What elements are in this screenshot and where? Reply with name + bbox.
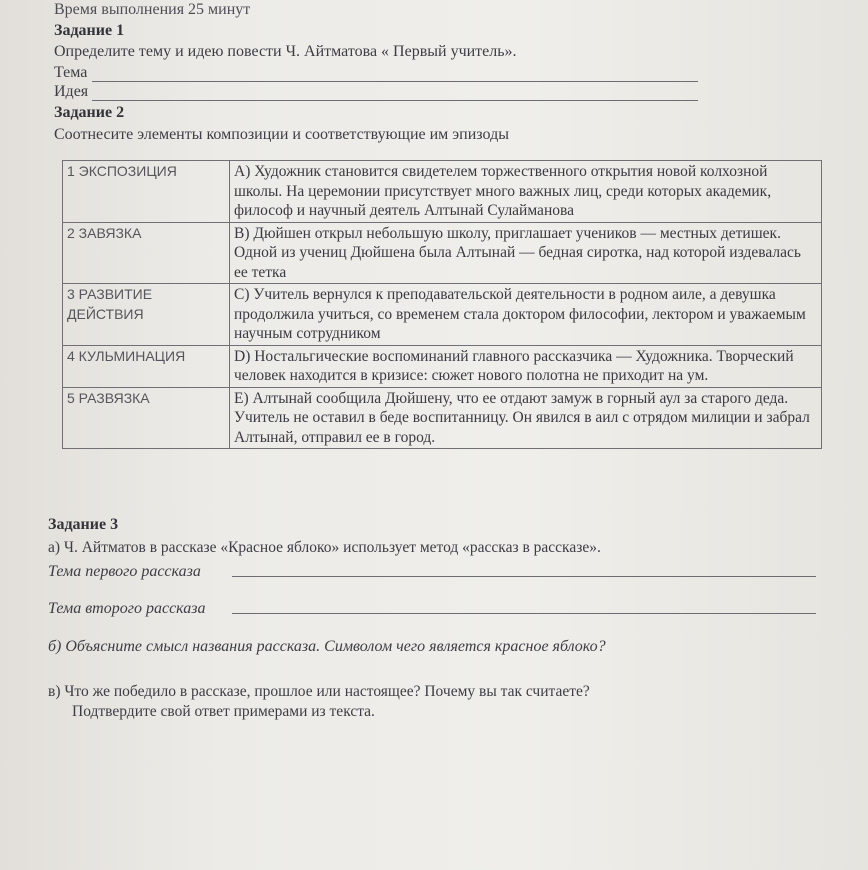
- composition-episode: B) Дюйшен открыл небольшую школу, приглашает учеников — местных детишек. Одной из учениц Дюйшена была Алтынай — бедная сиротка, над которой издевалась ее тетка: [230, 222, 822, 284]
- composition-element: 1 ЭКСПОЗИЦИЯ: [63, 161, 230, 223]
- composition-element: 3 РАЗВИТИЕ ДЕЙСТВИЯ: [63, 284, 230, 346]
- second-story-theme-label: Тема второго рассказа: [48, 600, 206, 617]
- table-row: [63, 345, 822, 387]
- first-story-theme-label: Тема первого рассказа: [48, 563, 201, 580]
- composition-table: [62, 160, 822, 449]
- idea-answer-line[interactable]: [92, 100, 698, 101]
- task2-title: Задание 2: [54, 104, 125, 121]
- idea-label: Идея: [54, 83, 89, 100]
- composition-element: 4 КУЛЬМИНАЦИЯ: [63, 345, 230, 387]
- second-story-theme-answer-line[interactable]: [232, 613, 816, 614]
- table-row: [63, 222, 822, 284]
- table-row: [63, 284, 822, 346]
- task3-c-instruction: Подтвердите свой ответ примерами из текста.: [72, 703, 375, 720]
- task1-title: Задание 1: [54, 22, 125, 39]
- composition-episode: E) Алтынай сообщила Дюйшену, что ее отдают замуж в горный аул за старого деда. Учитель не оставил в беде воспитанницу. Он явился в аил с отрядом милиции и забрал Алтынай, отправил ее в город.: [230, 387, 822, 449]
- theme-label: Тема: [54, 64, 88, 81]
- first-story-theme-answer-line[interactable]: [232, 576, 816, 577]
- composition-episode: A) Художник становится свидетелем торжественного открытия новой колхозной школы. На церемонии присутствует много важных лиц, среди которых академик, философ и научный деятель Алтынай Сулайманова: [230, 161, 822, 223]
- composition-episode: D) Ностальгические воспоминаний главного рассказчика — Художника. Творческий человек находится в кризисе: сюжет нового полотна не приходит на ум.: [230, 345, 822, 387]
- task3-c-question: в) Что же победило в рассказе, прошлое или настоящее? Почему вы так считаете?: [48, 683, 590, 700]
- table-row: [63, 387, 822, 449]
- theme-answer-line[interactable]: [92, 81, 698, 82]
- task3-title: Задание 3: [48, 516, 119, 533]
- composition-episode: C) Учитель вернулся к преподавательской деятельности в родном аиле, а девушка продолжила учиться, со временем стала доктором философии, лектором и уважаемым научным сотрудником: [230, 284, 822, 346]
- task2-prompt: Соотнесите элементы композиции и соответствующие им эпизоды: [54, 126, 509, 143]
- task3-b-question: б) Объясните смысл названия рассказа. Символом чего является красное яблоко?: [48, 638, 606, 655]
- task1-prompt: Определите тему и идею повести Ч. Айтматова « Первый учитель».: [54, 43, 517, 60]
- table-row: [63, 161, 822, 223]
- composition-element: 2 ЗАВЯЗКА: [63, 222, 230, 284]
- time-limit-text: Время выполнения 25 минут: [54, 1, 251, 18]
- composition-element: 5 РАЗВЯЗКА: [63, 387, 230, 449]
- task3-a-text: а) Ч. Айтматов в рассказе «Красное яблоко» использует метод «рассказ в рассказе».: [48, 539, 601, 556]
